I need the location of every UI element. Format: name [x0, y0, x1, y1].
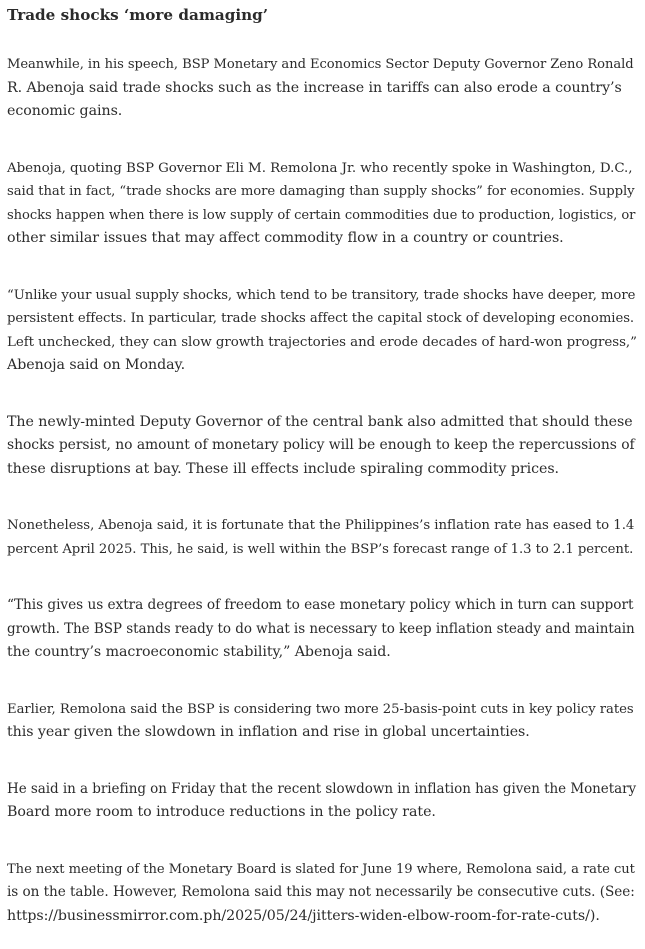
paragraph-line: https://businessmirror.com.ph/2025/05/24/jitters-widen-elbow-room-for-rate-cuts/). — [7, 907, 600, 924]
paragraph-line: The newly-minted Deputy Governor of the central bank also admitted that should these — [7, 413, 633, 430]
paragraph-line: Left unchecked, they can slow growth trajectories and erode decades of hard-won progress,” — [7, 334, 637, 350]
paragraph-line: Earlier, Remolona said the BSP is considering two more 25-basis-point cuts in key policy rates — [7, 701, 634, 717]
paragraph-line: “This gives us extra degrees of freedom to ease monetary policy which in turn can support — [7, 597, 634, 613]
paragraph-line: R. Abenoja said trade shocks such as the increase in tariffs can also erode a country’s — [7, 79, 622, 96]
paragraph-line: percent April 2025. This, he said, is well within the BSP’s forecast range of 1.3 to 2.1 percent. — [7, 541, 634, 557]
paragraph-line: said that in fact, “trade shocks are more damaging than supply shocks” for economies. Supply — [7, 184, 635, 199]
article-paragraph — [7, 157, 637, 251]
paragraph-line: “Unlike your usual supply shocks, which tend to be transitory, trade shocks have deeper, more — [7, 287, 636, 303]
paragraph-line: economic gains. — [7, 103, 123, 119]
paragraph-line: growth. The BSP stands ready to do what is necessary to keep inflation steady and maintain — [7, 620, 635, 637]
paragraph-line: these disruptions at bay. These ill effects include spiraling commodity prices. — [7, 460, 560, 477]
article-paragraph — [7, 594, 637, 665]
paragraph-line: persistent effects. In particular, trade shocks affect the capital stock of developing economies. — [7, 311, 635, 326]
article-subheading: Trade shocks ‘more damaging’ — [7, 6, 269, 24]
paragraph-line: Nonetheless, Abenoja said, it is fortunate that the Philippines’s inflation rate has eased to 1.4 — [7, 518, 635, 533]
paragraph-line: Meanwhile, in his speech, BSP Monetary and Economics Sector Deputy Governor Zeno Ronald — [7, 57, 634, 72]
paragraph-line: is on the table. However, Remolona said this may not necessarily be consecutive cuts. (See: — [7, 884, 635, 900]
paragraph-line: this year given the slowdown in inflation and rise in global uncertainties. — [7, 724, 530, 740]
paragraph-line: The next meeting of the Monetary Board is slated for June 19 where, Remolona said, a rate cut — [7, 861, 635, 877]
article-paragraph — [7, 284, 637, 378]
article-paragraph — [7, 698, 637, 745]
article-paragraph — [7, 514, 637, 561]
paragraph-line: other similar issues that may affect commodity flow in a country or countries. — [7, 230, 564, 246]
paragraph-line: Abenoja, quoting BSP Governor Eli M. Remolona Jr. who recently spoke in Washington, D.C., — [7, 160, 633, 176]
article-paragraph — [7, 53, 637, 124]
paragraph-line: He said in a briefing on Friday that the recent slowdown in inflation has given the Monetary — [7, 780, 637, 797]
paragraph-line: shocks persist, no amount of monetary policy will be enough to keep the repercussions of — [7, 437, 635, 453]
article-paragraph — [7, 778, 637, 825]
article-paragraph — [7, 858, 637, 929]
paragraph-line: the country’s macroeconomic stability,” Abenoja said. — [7, 644, 391, 660]
paragraph-line: shocks happen when there is low supply of certain commodities due to production, logistics, or — [7, 207, 636, 223]
paragraph-line: Board more room to introduce reductions in the policy rate. — [7, 804, 436, 820]
paragraph-line: Abenoja said on Monday. — [7, 357, 186, 373]
article-paragraph — [7, 411, 637, 482]
